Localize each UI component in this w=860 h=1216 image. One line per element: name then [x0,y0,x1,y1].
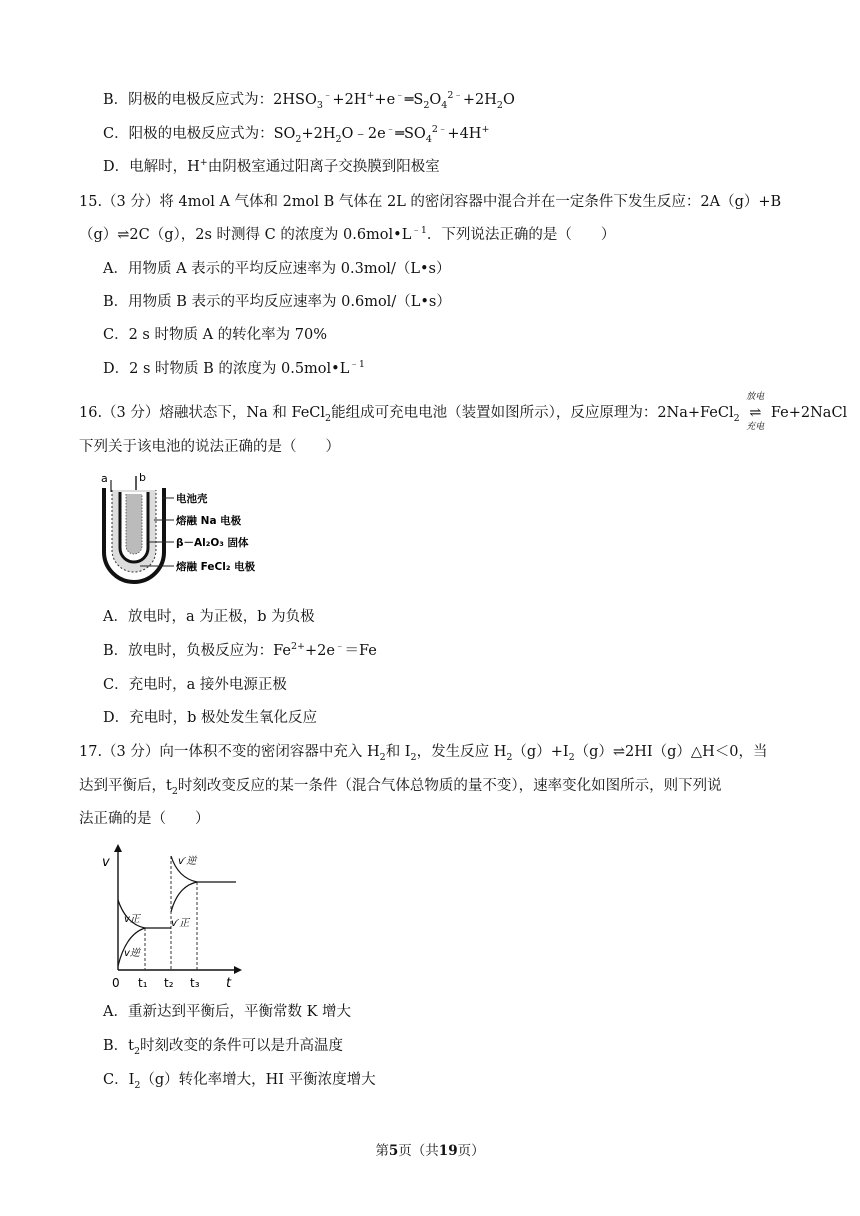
q15-option-c: C．2 s 时物质 A 的转化率为 70% [103,327,328,343]
rate-time-graph [98,842,248,992]
q15-option-b: B．用物质 B 表示的平均反应速率为 0.6mol/（L•s） [103,294,451,310]
q14-option-c: C．阳极的电极反应式为：$SO_2+2H_2O﹣2e^﹣═SO_4^{2﹣}+4H^+$ [103,124,490,145]
label-a: a [101,472,108,485]
q16-stem-line1: 16.（3 分）熔融状态下，Na 和 FeCl$_2$能组成可充电电池（装置如图所示），反应原理为：2Na+FeCl$_2$ 放电 ⇌ 充电 Fe+2NaCl [79,392,848,432]
q17-option-b: B．$t_2$时刻改变的条件可以是升高温度 [103,1038,344,1057]
label-na-electrode: 熔融 Na 电极 [176,515,242,527]
q15-option-a: A．用物质 A 表示的平均反应速率为 0.3mol/（L•s） [103,261,451,277]
q17-stem-line2: 达到平衡后，$t_2$时刻改变反应的某一条件（混合气体总物质的量不变），速率变化如图所示，则下列说 [79,778,722,797]
label-b: b [139,471,146,484]
q17-option-c: C．$I_2(g)$转化率增大，HI 平衡浓度增大 [103,1072,376,1091]
tick-t3: t₃ [190,976,200,990]
q17-option-a: A．重新达到平衡后，平衡常数 K 增大 [103,1004,352,1020]
q15-option-d: D．2 s 时物质 B 的浓度为 $0.5mol•L^{﹣1}$ [103,359,365,377]
q16-option-c: C．充电时，a 接外电源正极 [103,677,287,693]
q14-option-b: B．阴极的电极反应式为：$2HSO_3^﹣+2H^++e^﹣═S_2O_4^{2﹣}+2H_2O$ [103,90,515,111]
origin-label: 0 [112,976,120,990]
reversible-arrow: 放电 ⇌ 充电 [746,392,765,432]
label-al2o3: β－Al₂O₃ 固体 [176,537,249,549]
label-shell: 电池壳 [176,493,208,505]
tick-t1: t₁ [138,976,148,990]
q16-option-a: A．放电时，a 为正极，b 为负极 [103,609,315,625]
page-number: 5 [388,1143,399,1159]
q16-option-b: B．放电时，负极反应为：$Fe^{2+}+2e^﹣=Fe$ [103,641,377,659]
q15-stem-line1: 15.（3 分）将 4mol A 气体和 2mol B 气体在 2L 的密闭容器中混合并在一定条件下发生反应：2A（g）+B [79,194,782,210]
q16-option-d: D．充电时，b 极处发生氧化反应 [103,710,318,726]
battery-diagram [98,470,268,595]
page-footer: 第5页（共19页） [375,1143,485,1159]
label-v-ni: v逆 [124,948,140,959]
q14-option-d: D．电解时，H+由阴极室通过阳离子交换膜到阳极室 [103,157,440,175]
tick-t2: t₂ [164,976,174,990]
label-v2-ni: v′逆 [178,856,197,867]
axis-t-label: t [226,976,232,991]
q17-stem-line1: 17.（3 分）向一体积不变的密闭容器中充入 $H_2$和 $I_2$，发生反应 $H_2(g)+I_2(g)\rightleftharpoons 2HI(g)\triangle H<0$，当 [79,744,768,763]
label-fecl2-electrode: 熔融 FeCl₂ 电极 [176,561,256,573]
label-v-zheng: v正 [124,914,140,925]
q15-stem-line2: （g）⇌2C（g），2s 时测得 C 的浓度为 $0.6mol•L^{﹣1}$．下列说法正确的是（ ） [79,225,616,243]
axis-v-label: v [102,855,110,870]
label-v2-zheng: v′正 [171,918,190,929]
total-pages: 19 [438,1143,458,1159]
q17-stem-line3: 法正确的是（ ） [79,811,210,827]
q16-stem-line2: 下列关于该电池的说法正确的是（ ） [79,439,340,455]
